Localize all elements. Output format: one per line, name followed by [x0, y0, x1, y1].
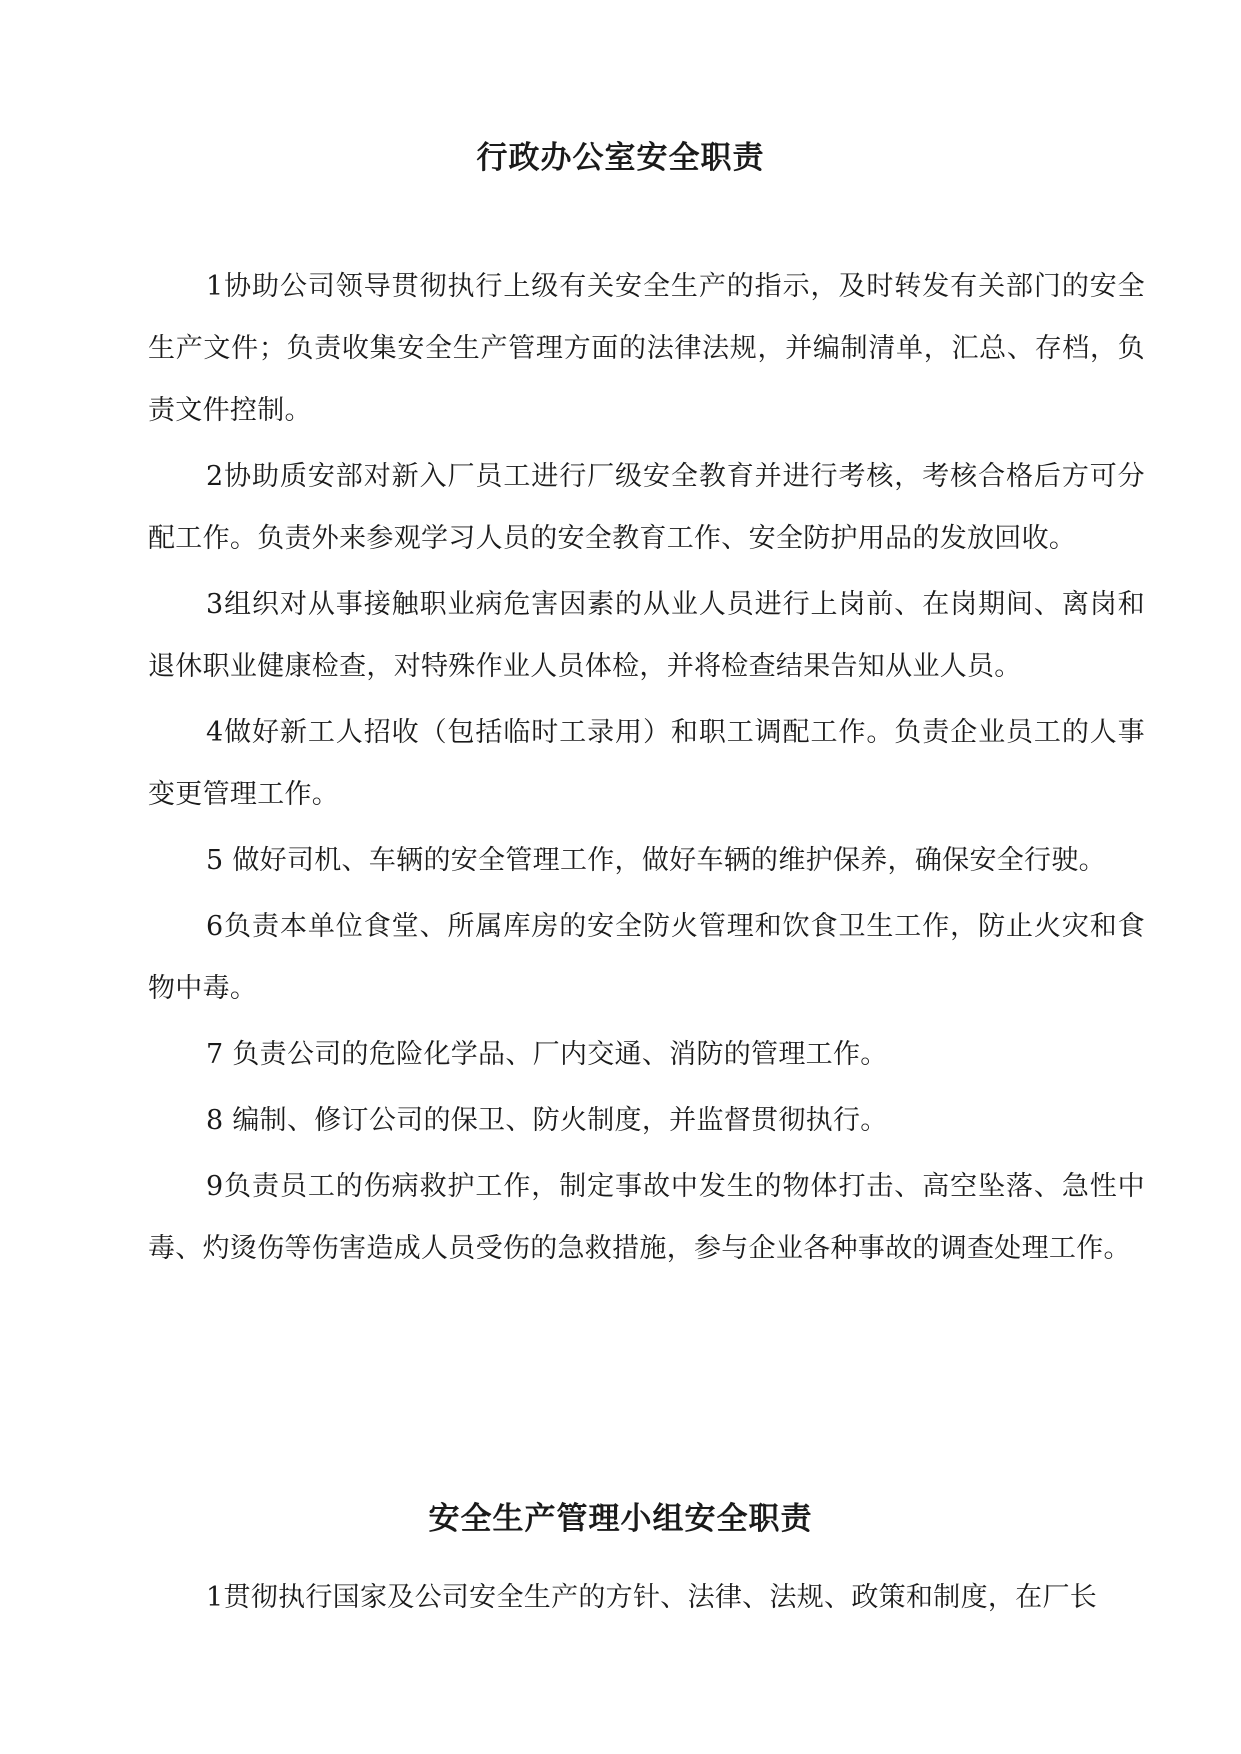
- paragraph-9: 9负责员工的伤病救护工作，制定事故中发生的物体打击、高空坠落、急性中毒、灼烫伤等伤害造成人员受伤的急救措施，参与企业各种事故的调查处理工作。: [148, 1171, 1145, 1264]
- paragraph-5: 5 做好司机、车辆的安全管理工作，做好车辆的维护保养，确保安全行驶。: [206, 845, 1106, 876]
- paragraph-1: 1贯彻执行国家及公司安全生产的方针、法律、法规、政策和制度，在厂长: [206, 1582, 1098, 1613]
- section-title-safety-group: 安全生产管理小组安全职责: [428, 1501, 813, 1537]
- section-title-admin-office: 行政办公室安全职责: [476, 140, 765, 176]
- paragraph-3: 3组织对从事接触职业病危害因素的从业人员进行上岗前、在岗期间、离岗和退休职业健康检查，对特殊作业人员体检，并将检查结果告知从业人员。: [148, 589, 1145, 682]
- section-body-safety-group: [148, 1567, 1145, 1633]
- paragraph-7: 7 负责公司的危险化学品、厂内交通、消防的管理工作。: [206, 1039, 888, 1070]
- paragraph-2: 2协助质安部对新入厂员工进行厂级安全教育并进行考核，考核合格后方可分配工作。负责外来参观学习人员的安全教育工作、安全防护用品的发放回收。: [148, 461, 1145, 554]
- paragraph-4: 4做好新工人招收（包括临时工录用）和职工调配工作。负责企业员工的人事变更管理工作。: [148, 717, 1145, 810]
- paragraph-6: 6负责本单位食堂、所属库房的安全防火管理和饮食卫生工作，防止火灾和食物中毒。: [148, 911, 1145, 1004]
- section-body-admin-office: [148, 256, 1145, 1284]
- paragraph-1: 1协助公司领导贯彻执行上级有关安全生产的指示，及时转发有关部门的安全生产文件；负责收集安全生产管理方面的法律法规，并编制清单，汇总、存档，负责文件控制。: [148, 271, 1145, 426]
- paragraph-8: 8 编制、修订公司的保卫、防火制度，并监督贯彻执行。: [206, 1105, 888, 1136]
